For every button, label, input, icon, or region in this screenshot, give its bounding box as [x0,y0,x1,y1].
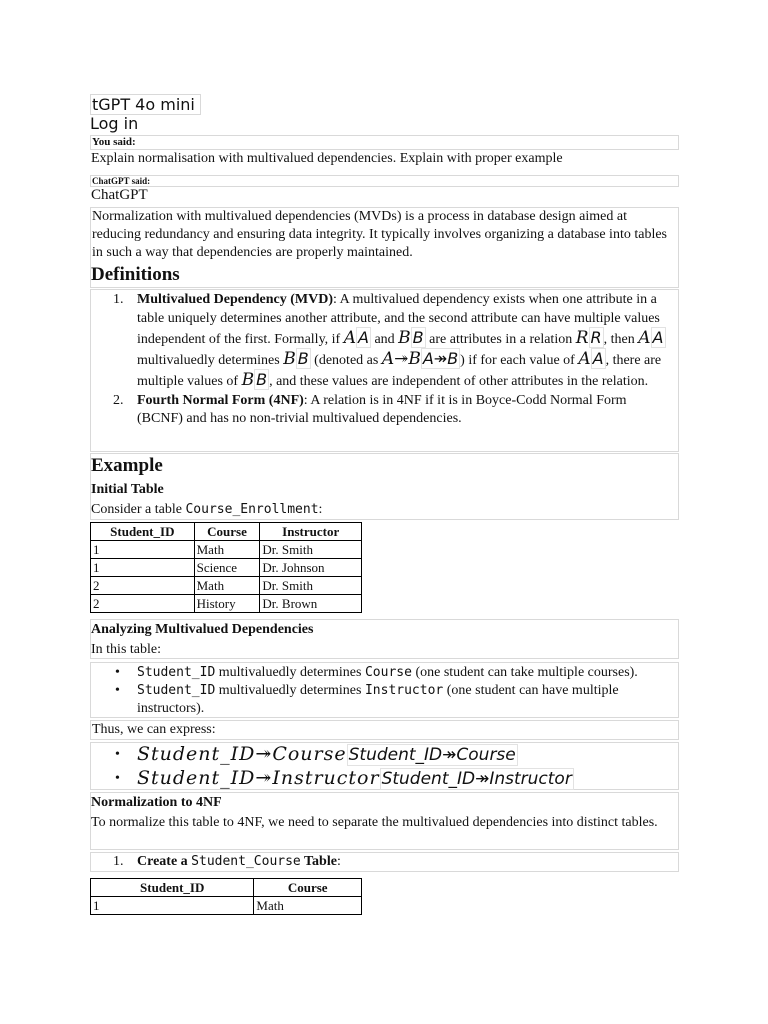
list-number: 1. [113,854,124,869]
def-text: , then [603,332,639,347]
math-expression-render: Student_ID↠Instructor [381,769,572,789]
bullet: • [115,683,120,698]
math-mvd-render: A↠B [422,349,459,368]
table-cell: 1 [91,897,254,915]
table-cell: History [194,595,260,613]
def-text: , there are multiple values of [137,353,662,389]
table-row [91,897,362,915]
math-expression: Student_ID↠Course [137,743,347,765]
table-cell: Dr. Brown [260,595,362,613]
table-cell: 2 [91,577,195,595]
code-course: Course [364,665,412,680]
table-cell: Science [194,559,260,577]
step-title [137,854,337,869]
column-header: Course [254,879,362,897]
consider-suffix: : [318,502,323,517]
def-text: : A multivalued dependency exists when one attribute in a table uniquely determines another attribute, and the second attribute can have multiple values independent of the first. Formally, if [137,292,660,347]
consider-text [91,501,322,519]
login-link[interactable]: Log in [90,114,139,133]
step-title-prefix: Create a [137,854,192,869]
math-r-render: R [590,328,602,347]
math-expression-render: Student_ID↠Course [348,745,516,765]
def-text: ) if for each value of [460,353,579,368]
step-list [90,852,679,872]
assistant-name: ChatGPT [91,187,148,203]
bullet-text: (one student can have multiple instructors). [137,683,619,716]
def-text: multivaluedly determines [137,353,284,368]
in-this-table-text: In this table: [91,642,161,657]
column-header: Student_ID [91,879,254,897]
bullet-text: (one student can take multiple courses). [411,665,638,680]
def-text: , and these values are independent of other attributes in the relation. [269,374,649,389]
table-cell: Dr. Smith [260,577,362,595]
math-b: B [241,370,255,390]
math-r: R [575,328,589,348]
step-colon: : [336,854,341,869]
table-header-row [91,523,362,541]
table-row [91,541,362,559]
initial-table-heading: Initial Table [91,482,164,497]
thus-paragraph: Thus, we can express: [90,720,679,740]
term-mvd: Multivalued Dependency (MVD) [137,292,333,307]
list-item [115,664,672,682]
math-b-render: B [256,370,268,389]
course-enrollment-table [90,522,362,613]
term-4nf: Fourth Normal Form (4NF) [137,393,304,408]
table-cell: 1 [91,541,195,559]
math-b: B [398,328,411,348]
table-cell: Dr. Smith [260,541,362,559]
math-a-render: A [652,328,664,347]
definitions-heading: Definitions [91,264,180,285]
def-text: are attributes in a relation [425,332,576,347]
list-item [115,743,672,767]
math-a-render: A [358,328,369,347]
code-course-enrollment: Course_Enrollment [185,502,319,517]
bullet: • [115,665,120,680]
table-cell: Math [254,897,362,915]
table-cell: Math [194,577,260,595]
table-cell: 1 [91,559,195,577]
analyzing-heading: Analyzing Multivalued Dependencies [91,622,314,637]
table-cell: 2 [91,595,195,613]
definitions-list [90,289,679,452]
table-row [91,559,362,577]
chatgpt-said-label: ChatGPT said: [90,175,679,187]
math-a-render: A [592,349,604,368]
definition-mvd [113,290,670,391]
table-header-row [91,879,362,897]
mvd-bullet-list [90,662,679,718]
table-cell: Math [194,541,260,559]
user-message: Explain normalisation with multivalued dependencies. Explain with proper example [91,151,563,166]
list-number: 2. [113,393,124,408]
example-heading: Example [91,455,163,476]
code-student-id: Student_ID [137,665,216,680]
list-number: 1. [113,292,124,307]
math-mvd: A↠B [381,349,421,369]
bullet-text: multivaluedly determines [215,665,365,680]
def-text: : A relation is in 4NF if it is in Boyce-Codd Normal Form (BCNF) and has no non-trivial multivalued dependencies. [137,393,627,426]
step-title-suffix: Table [300,854,337,869]
math-b-render: B [412,328,424,347]
bullet-text: multivaluedly determines [215,683,365,698]
math-b-render: B [297,349,309,368]
def-text: and [370,332,399,347]
math-expression: Student_ID↠Instructor [137,767,380,789]
expression-list [90,742,679,790]
model-selector[interactable]: tGPT 4o mini [90,94,201,115]
intro-text: Normalization with multivalued dependencies (MVDs) is a process in database design aimed at reducing redundancy and ensuring data integrity. It typically involves organizing a database into tables in such a way that dependencies are properly maintained. [92,209,667,260]
list-item [113,853,678,871]
def-text: (denoted as [310,353,382,368]
table-row [91,577,362,595]
math-b: B [283,349,296,369]
column-header: Student_ID [91,523,195,541]
code-instructor: Instructor [364,683,444,698]
column-header: Course [194,523,260,541]
you-said-label: You said: [90,135,679,150]
consider-prefix: Consider a table [91,502,186,517]
table-cell: Dr. Johnson [260,559,362,577]
list-item [115,767,672,791]
student-course-table [90,878,362,915]
table-row [91,595,362,613]
bullet: • [115,771,120,786]
normalization-heading: Normalization to 4NF [91,795,222,810]
code-student-course: Student_Course [191,854,301,869]
definition-4nf [113,392,670,428]
column-header: Instructor [260,523,362,541]
list-item [115,682,672,718]
math-a: A [638,328,651,348]
bullet: • [115,747,120,762]
math-a: A [343,328,356,348]
normalize-text: To normalize this table to 4NF, we need to separate the multivalued dependencies into distinct tables. [91,815,658,830]
math-a: A [578,349,591,369]
code-student-id: Student_ID [137,683,216,698]
